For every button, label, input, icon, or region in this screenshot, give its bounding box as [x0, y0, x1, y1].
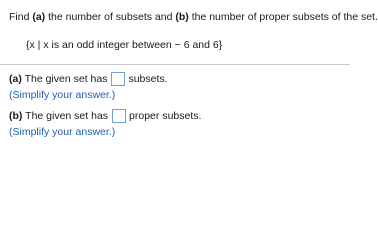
set-expression: {x | x is an odd integer between − 6 and 6}: [26, 39, 223, 51]
part-b-text-before: The given set has: [22, 109, 109, 122]
section-divider: [0, 64, 350, 65]
part-b-row: [9, 109, 201, 123]
question-prefix: Find: [9, 11, 33, 23]
part-a-answer-input[interactable]: [111, 72, 125, 86]
question-text: [9, 11, 378, 24]
part-b-answer-input[interactable]: [112, 109, 126, 123]
part-a-hint: (Simplify your answer.): [9, 89, 116, 101]
question-suffix: the number of proper subsets of the set.: [188, 11, 378, 23]
question-part-a-marker: (a): [32, 11, 46, 23]
part-b-hint: (Simplify your answer.): [9, 126, 116, 138]
question-middle: the number of subsets and: [45, 11, 176, 23]
part-a-row: [9, 72, 168, 86]
part-b-marker: (b): [9, 109, 23, 122]
part-a-text-after: subsets.: [128, 72, 168, 85]
question-part-b-marker: (b): [175, 11, 189, 23]
part-a-text-before: The given set has: [21, 72, 108, 85]
part-b-text-after: proper subsets.: [129, 109, 202, 122]
part-a-marker: (a): [9, 72, 22, 85]
